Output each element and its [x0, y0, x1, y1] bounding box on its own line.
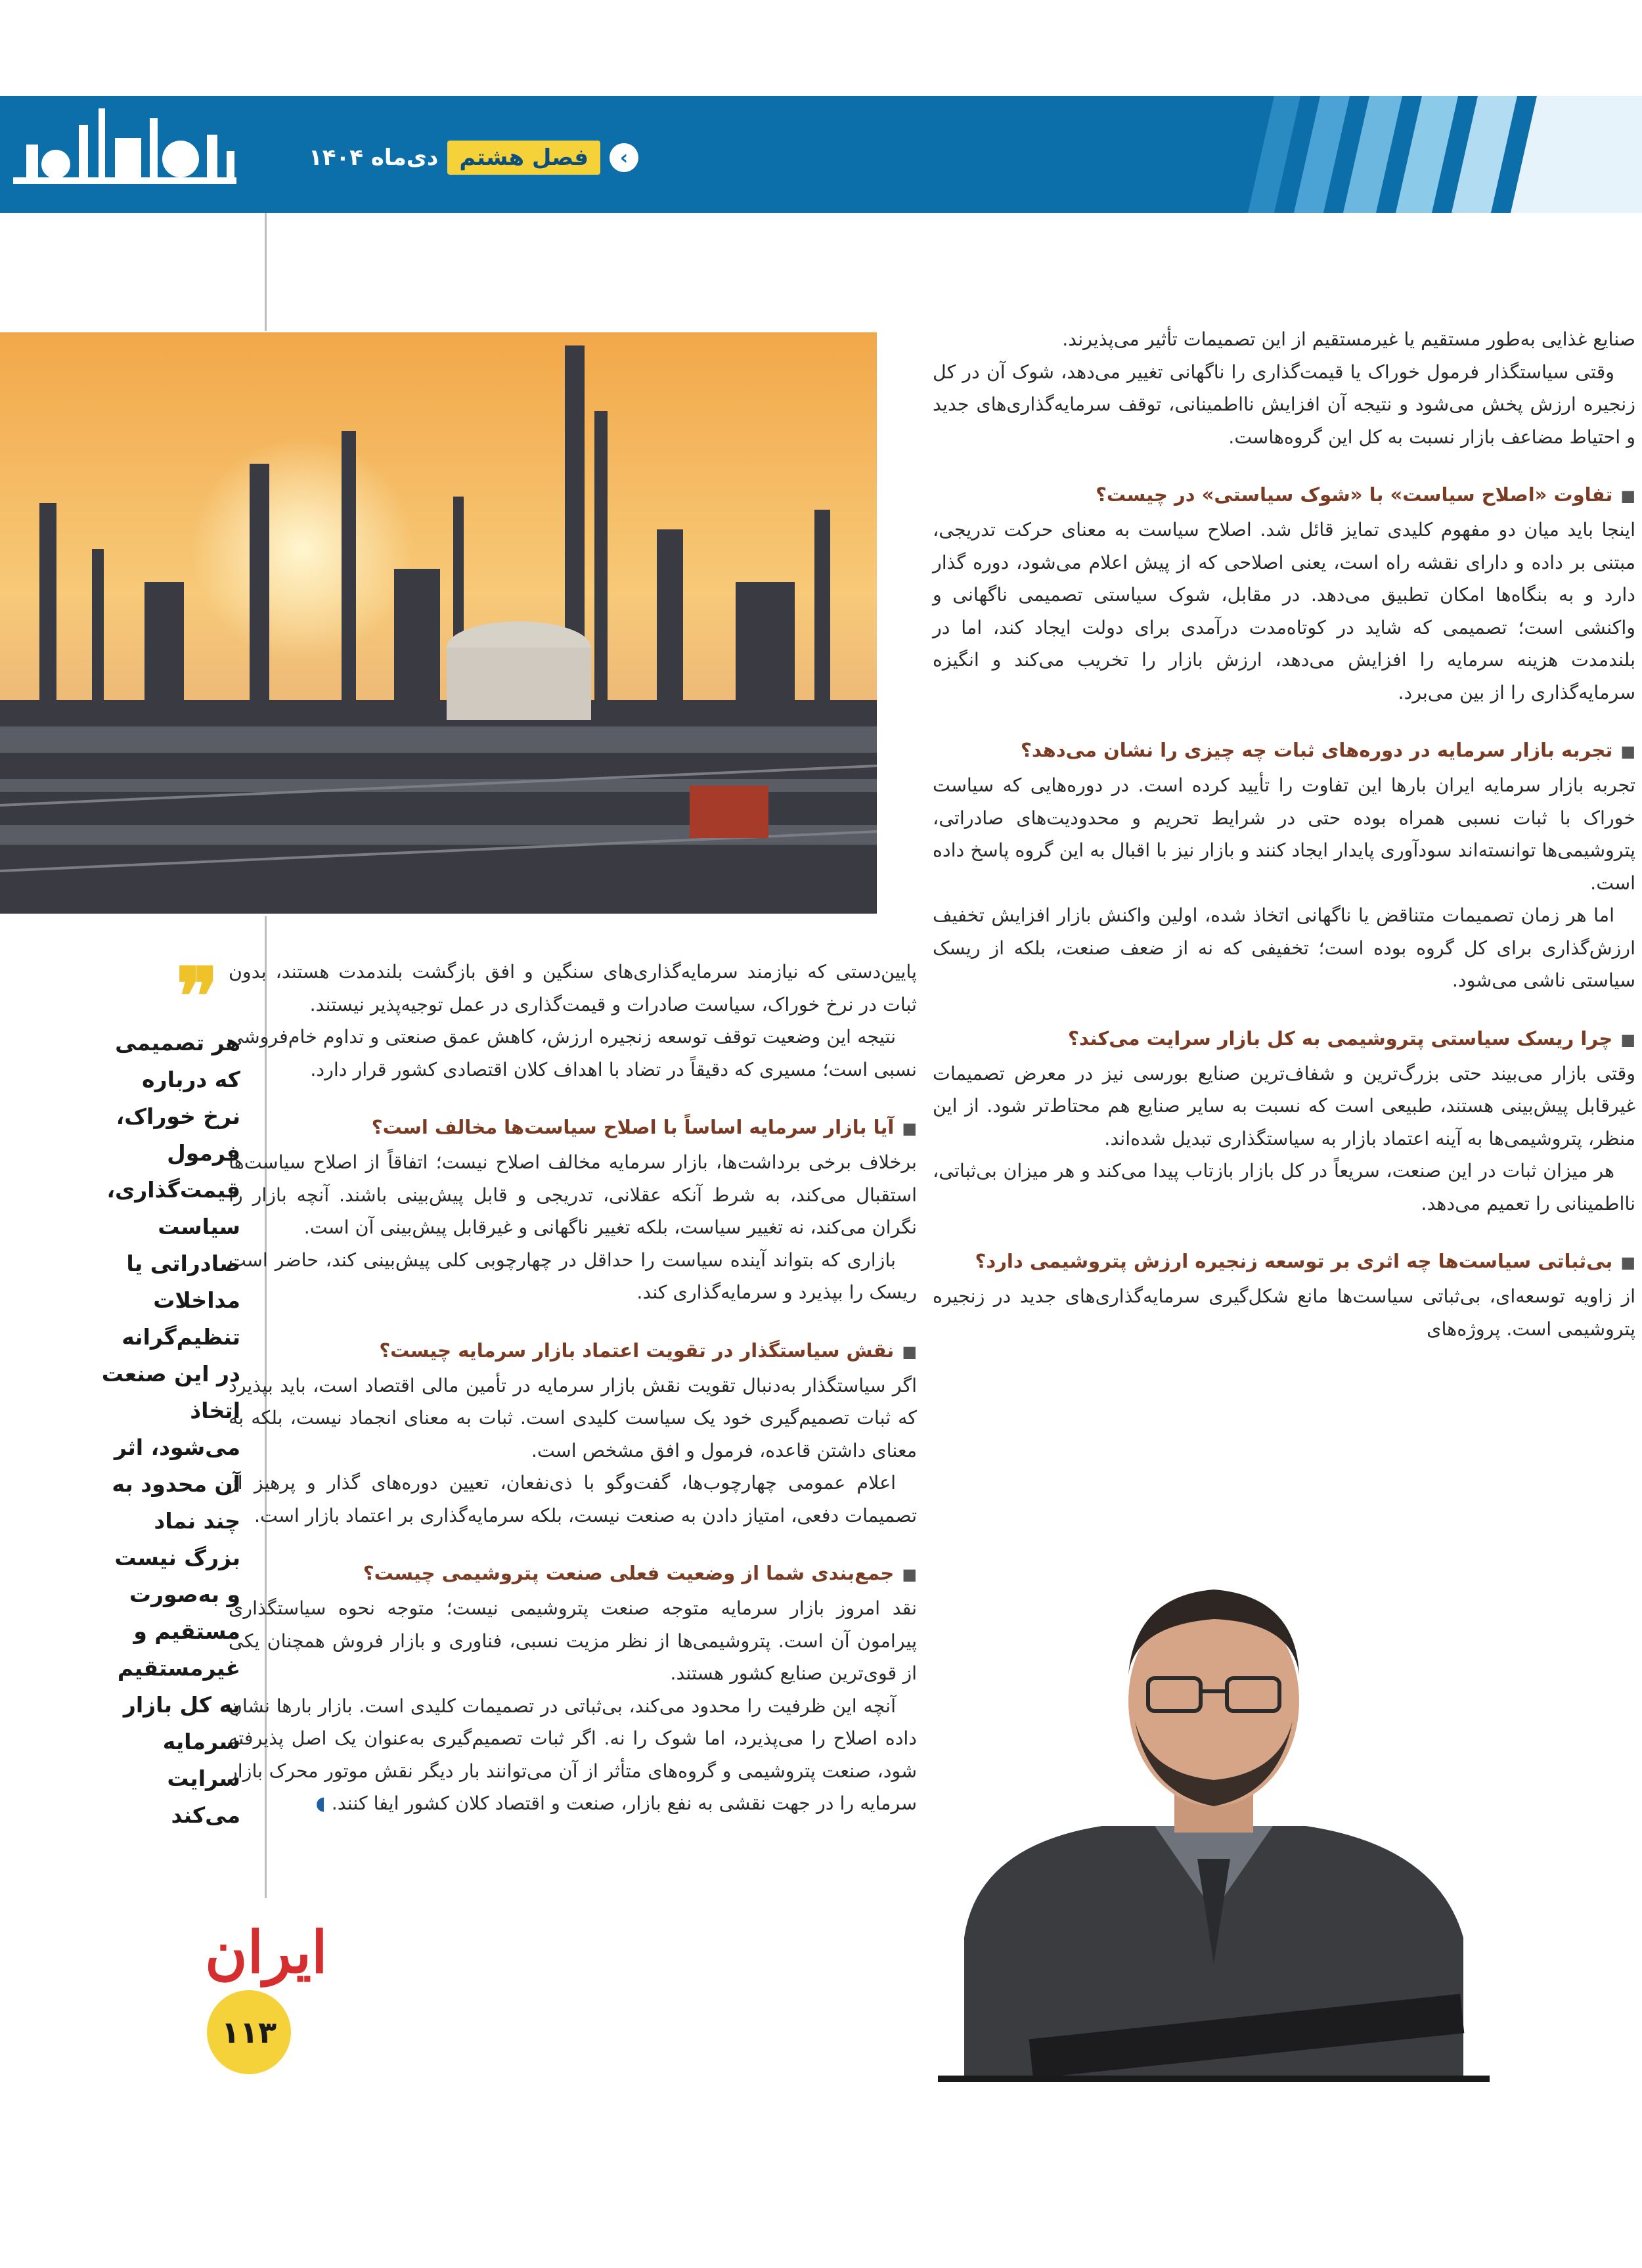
- quote-mark-icon: ❞: [176, 950, 219, 1043]
- article-middle-column: [229, 956, 917, 1820]
- paragraph: وقتی سیاستگذار فرمول خوراک یا قیمت‌گذاری را ناگهانی تغییر می‌دهد، شوک آن در کل زنجیره ارزش پخش می‌شود و نتیجه آن افزایش نااطمینانی، توقف سرمایه‌گذاری‌های جدید و احتیاط مضاعف بازار نسبت به کل این گروه‌هاست.: [933, 361, 1635, 448]
- paragraph: [229, 1690, 917, 1820]
- end-mark-icon: ◖: [315, 1792, 326, 1814]
- paragraph: اعلام عمومی چهارچوب‌ها، گفت‌وگو با ذی‌نفعان، تعیین دوره‌های گذار و پرهیز از تصمیمات دفعی، امتیاز دادن به صنعت نیست، بلکه سرمایه‌گذاری بر اعتماد بازار است.: [229, 1472, 917, 1526]
- refinery-skyline-icon: [0, 99, 250, 213]
- paragraph: نقد امروز بازار سرمایه متوجه صنعت پتروشیمی نیست؛ متوجه نحوه سیاستگذاری پیرامون آن است. پتروشیمی‌ها از نظر مزیت نسبی، فناوری و بازار فروش همچنان یکی از قوی‌ترین صنایع کشور هستند.: [229, 1597, 917, 1684]
- square-bullet-icon: ■: [902, 1565, 917, 1584]
- question-heading: ■تجربه بازار سرمایه در دوره‌های ثبات چه چیزی را نشان می‌دهد؟: [1021, 739, 1635, 761]
- square-bullet-icon: ■: [1620, 1030, 1635, 1049]
- page-number: ۱۱۳: [207, 1990, 291, 2074]
- pull-quote: هر تصمیمی که درباره نرخ خوراک، فرمول قیمت‌گذاری، سیاست صادراتی یا مداخلات تنظیم‌گرانه در این صنعت اتخاذ می‌شود، اثر آن محدود به چند نماد بزرگ نیست و به‌صورت مستقیم و غیرمستقیم به کل بازار سرمایه سرایت می‌کند: [101, 1030, 240, 1828]
- article-right-column: [933, 323, 1635, 1345]
- magazine-logo: ایران: [205, 1918, 328, 1986]
- paragraph: اما هر زمان تصمیمات متناقض یا ناگهانی اتخاذ شده، اولین واکنش بازار افزایش تخفیف ارزش‌گذاری برای کل گروه بوده است؛ تخفیفی که نه از ضعف صنعت، بلکه از ریسک سیاستی ناشی می‌شود.: [933, 904, 1635, 991]
- issue-date: دی‌ماه ۱۴۰۴: [309, 145, 439, 171]
- question-heading: ■نقش سیاستگذار در تقویت اعتماد بازار سرمایه چیست؟: [379, 1339, 917, 1362]
- paragraph: بازاری که بتواند آینده سیاست را حداقل در چهارچوبی کلی پیش‌بینی کند، حاضر است ریسک را بپذیرد و سرمایه‌گذاری کند.: [229, 1249, 917, 1303]
- paragraph: پایین‌دستی که نیازمند سرمایه‌گذاری‌های سنگین و افق بازگشت بلندمدت هستند، بدون ثبات در نرخ خوراک، سیاست صادرات و قیمت‌گذاری در عمل توجیه‌پذیر نیستند.: [229, 961, 917, 1015]
- paragraph: نتیجه این وضعیت توقف توسعه زنجیره ارزش، کاهش عمق صنعتی و تداوم خام‌فروشی نسبی است؛ مسیری که دقیقاً در تضاد با اهداف کلان اقتصادی کشور قرار دارد.: [229, 1026, 917, 1080]
- square-bullet-icon: ■: [1620, 1253, 1635, 1272]
- question-heading: ■آیا بازار سرمایه اساساً با اصلاح سیاست‌ها مخالف است؟: [371, 1116, 917, 1138]
- paragraph: برخلاف برخی برداشت‌ها، بازار سرمایه مخالف اصلاح نیست؛ اتفاقاً از اصلاح سیاست‌ها استقبال می‌کند، به شرط آنکه عقلانی، تدریجی و قابل پیش‌بینی باشند. آنچه بازار را نگران می‌کند، نه تغییر سیاست، بلکه تغییر ناگهانی و غیرقابل پیش‌بینی آن است.: [229, 1151, 917, 1238]
- paragraph: وقتی بازار می‌بیند حتی بزرگ‌ترین و شفاف‌ترین صنایع بورسی نیز در معرض تصمیمات غیرقابل پیش‌بینی هستند، طبیعی است که نسبت به سایر صنایع هم محتاط‌تر شود. از این منظر، پتروشیمی‌ها به آینه اعتماد بازار به سیاستگذاری تبدیل شده‌اند.: [933, 1062, 1635, 1149]
- question-heading: ■جمع‌بندی شما از وضعیت فعلی صنعت پتروشیمی چیست؟: [363, 1562, 917, 1584]
- paragraph: اینجا باید میان دو مفهوم کلیدی تمایز قائل شد. اصلاح سیاست به معنای حرکت تدریجی، مبتنی بر داده و دارای نقشه راه است، یعنی اصلاحی که از پیش اعلام می‌شود، دوره گذار دارد و به بنگاه‌ها امکان تطبیق می‌دهد. در مقابل، شوک سیاستی تصمیمی ناگهانی و واکنشی است؛ تصمیمی که شاید در کوتاه‌مدت درآمدی برای دولت ایجاد کند، اما در بلندمدت هزینه سرمایه را افزایش می‌دهد، ارزش بازار را تخریب می‌کند و انگیزه سرمایه‌گذاری را از بین می‌برد.: [933, 519, 1635, 703]
- breadcrumb: [309, 135, 638, 181]
- header-stripes: [1235, 96, 1642, 213]
- question-heading: ■بی‌ثباتی سیاست‌ها چه اثری بر توسعه زنجیره ارزش پتروشیمی دارد؟: [975, 1250, 1635, 1272]
- refinery-photo: [0, 332, 877, 914]
- square-bullet-icon: ■: [1620, 742, 1635, 761]
- chevron-left-icon: ‹: [610, 143, 638, 172]
- chapter-label: فصل هشتم: [447, 141, 600, 175]
- paragraph: از زاویه توسعه‌ای، بی‌ثباتی سیاست‌ها مانع شکل‌گیری سرمایه‌گذاری‌های جدید در زنجیره پتروشیمی است. پروژه‌های: [933, 1285, 1635, 1340]
- paragraph: اگر سیاستگذار به‌دنبال تقویت نقش بازار سرمایه در تأمین مالی اقتصاد است، باید بپذیرد که ثبات تصمیم‌گیری خود یک سیاست کلیدی است. ثبات به معنای انجماد نیست، بلکه به معنای داشتن قاعده، فرمول و افق مشخص است.: [229, 1374, 917, 1461]
- question-heading: ■چرا ریسک سیاستی پتروشیمی به کل بازار سرایت می‌کند؟: [1068, 1027, 1635, 1050]
- interviewee-photo: [938, 1544, 1490, 2082]
- paragraph: صنایع غذایی به‌طور مستقیم یا غیرمستقیم از این تصمیمات تأثیر می‌پذیرند.: [1062, 328, 1635, 350]
- vertical-divider: [265, 213, 267, 331]
- paragraph: تجربه بازار سرمایه ایران بارها این تفاوت را تأیید کرده است. در دوره‌هایی که سیاست خوراک با ثبات نسبی همراه بوده حتی در شرایط تحریم و محدودیت‌های صادراتی، پتروشیمی‌ها توانسته‌اند سودآوری پایدار ایجاد کنند و بازار نیز با اقبال به این گروه پاسخ داده است.: [933, 774, 1635, 894]
- square-bullet-icon: ■: [1620, 487, 1635, 505]
- square-bullet-icon: ■: [902, 1342, 917, 1361]
- question-heading: ■تفاوت «اصلاح سیاست» با «شوک سیاستی» در چیست؟: [1096, 483, 1635, 506]
- paragraph-text: آنچه این ظرفیت را محدود می‌کند، بی‌ثباتی در تصمیمات کلیدی است. بازار بارها نشان داده اصلاح را می‌پذیرد، اما شوک را نه. اگر ثبات تصمیم‌گیری به‌عنوان یک اصل پذیرفته شود، صنعت پتروشیمی و گروه‌های متأثر از آن می‌توانند بار دیگر نقش موتور محرک بازار سرمایه را در جهت نقشی به نفع بازار، صنعت و اقتصاد کلان کشور ایفا کنند.: [229, 1695, 917, 1814]
- square-bullet-icon: ■: [902, 1119, 917, 1138]
- paragraph: هر میزان ثبات در این صنعت، سریعاً در کل بازار بازتاب پیدا می‌کند و هر میزان بی‌ثباتی، نااطمینانی را تعمیم می‌دهد.: [933, 1160, 1635, 1214]
